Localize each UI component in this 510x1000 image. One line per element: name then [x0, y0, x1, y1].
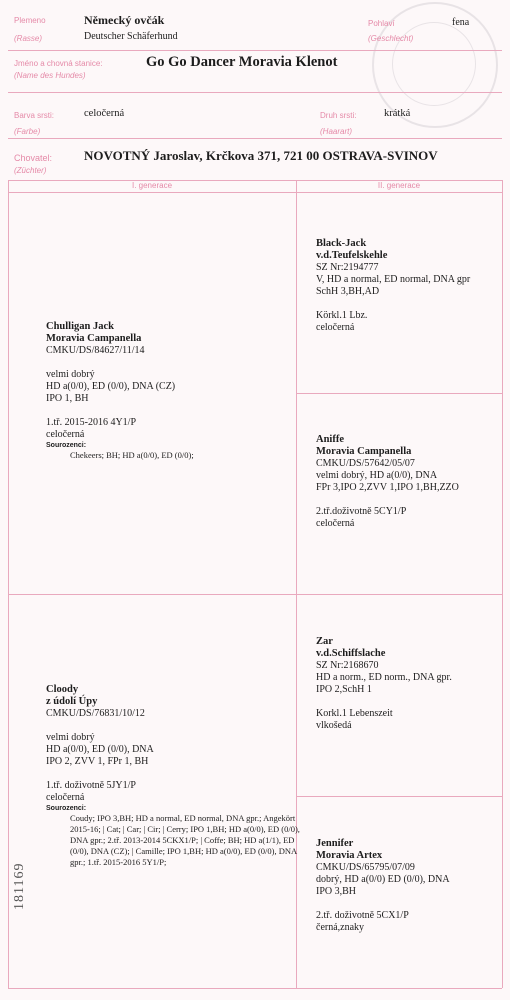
dam-name: Cloody [46, 684, 79, 695]
sire-sire-kennel: v.d.Teufelskehle [316, 250, 388, 261]
sire-sire-health: V, HD a normal, ED normal, DNA gpr [316, 274, 471, 285]
dam-sire-korung: Korkl.1 Lebenszeit [316, 708, 393, 719]
breed-value: Německý ovčák [84, 13, 165, 27]
divider [8, 50, 502, 51]
sire-health: HD a(0/0), ED (0/0), DNA (CZ) [46, 381, 176, 392]
gen2-header: II. generace [377, 181, 421, 190]
dam-color: celočerná [46, 792, 85, 803]
gen-header-bottom [8, 192, 502, 193]
coat-label [320, 111, 356, 137]
dam-sire-exams: IPO 2,SchH 1 [316, 684, 372, 695]
sire-dam-name: Aniffe [316, 434, 344, 445]
sire-siblings-label: Sourozenci: [46, 442, 87, 449]
sex-label-de: (Geschlecht) [368, 34, 414, 43]
sire-siblings: Chekeers; BH; HD a(0/0), ED (0/0); [70, 450, 194, 460]
name-label [14, 59, 103, 81]
breed-label-de: (Rasse) [14, 34, 43, 43]
coat-label-de: (Haarart) [320, 127, 353, 136]
name-label-cz: Jméno a chovná stanice: [14, 59, 103, 68]
dam-sire-registration: SZ Nr:2168670 [316, 660, 379, 671]
dam-sire-color: vlkošedá [316, 720, 352, 731]
sire-color: celočerná [46, 429, 85, 440]
sire-exams: IPO 1, BH [46, 393, 89, 404]
sex-value: fena [452, 17, 470, 28]
breed-label [14, 16, 46, 44]
sire-dam-divider [8, 594, 502, 595]
dam-exams: IPO 2, ZVV 1, FPr 1, BH [46, 756, 149, 767]
color-label [14, 111, 54, 137]
sire-sire-registration: SZ Nr:2194777 [316, 262, 379, 273]
dam-dam-color: černá,znaky [316, 922, 365, 933]
sire-entry [46, 321, 291, 461]
breeder-label-cz: Chovatel: [14, 153, 53, 163]
sire-dam-health: velmi dobrý, HD a(0/0), DNA [316, 470, 438, 481]
dam-sire-name: Zar [316, 636, 333, 647]
dam-dam-name: Jennifer [316, 838, 354, 849]
table-right-border [502, 180, 503, 988]
sex-label-cz: Pohlaví [368, 19, 395, 28]
dam-siblings: Coudy; IPO 3,BH; HD a normal, ED normal, DNA gpr.; Angekört 2015-16; | Cat; | Car; | Cir; | Cerry; IPO 1,BH; HD a(0/0), ED (0/0), DNA gpr.; 2.tř. 2013-2014 5CKX1/P; | Coffe; BH; HD a(1/1), ED (0/0), DNA (CZ); | Camille; IPO 1,BH; HD a(0/0), ED (0/0), DNA gpr.; 1.tř. 2015-2016 5Y1/P; [70, 813, 300, 867]
dam-dam-registration: CMKU/DS/65795/07/09 [316, 862, 415, 873]
divider [8, 92, 502, 93]
sire-name: Chulligan Jack [46, 321, 114, 332]
sex-label [368, 19, 413, 44]
sire-kennel: Moravia Campanella [46, 333, 142, 344]
sire-sire-entry [316, 238, 501, 334]
dam-sire-entry [316, 636, 501, 732]
coat-value: krátká [384, 108, 411, 119]
sire-dam-color: celočerná [316, 518, 355, 529]
sire-dam-class: 2.tř.doživotně 5CY1/P [316, 506, 407, 517]
breed-label-cz: Plemeno [14, 16, 46, 25]
dog-name: Go Go Dancer Moravia Klenot [146, 54, 338, 70]
table-bottom-border [8, 988, 502, 989]
sire-dam-registration: CMKU/DS/57642/05/07 [316, 458, 415, 469]
dam-dam-health: dobrý, HD a(0/0) ED (0/0), DNA [316, 874, 450, 885]
breeder-label-de: (Züchter) [14, 166, 47, 175]
serial-number: 181169 [12, 862, 27, 910]
sire-parents-divider [296, 393, 502, 394]
breed-value-de: Deutscher Schäferhund [84, 31, 178, 42]
dam-dam-exams: IPO 3,BH [316, 886, 357, 897]
sire-dam-exams: FPr 3,IPO 2,ZVV 1,IPO 1,BH,ZZO [316, 482, 459, 493]
coat-label-cz: Druh srsti: [320, 111, 357, 120]
sire-registration: CMKU/DS/84627/11/14 [46, 345, 145, 356]
color-label-de: (Farbe) [14, 127, 41, 136]
gen1-header: I. generace [131, 181, 173, 190]
divider [8, 138, 502, 139]
dam-dam-class: 2.tř. doživotně 5CX1/P [316, 910, 409, 921]
dam-kennel: z údolí Úpy [46, 696, 98, 707]
breeder-label [14, 153, 52, 176]
dam-health: HD a(0/0), ED (0/0), DNA [46, 744, 154, 755]
sire-dam-kennel: Moravia Campanella [316, 446, 412, 457]
sire-class: 1.tř. 2015-2016 4Y1/P [46, 417, 136, 428]
dam-sire-health: HD a norm., ED norm., DNA gpr. [316, 672, 452, 683]
sire-sire-exams: SchH 3,BH,AD [316, 286, 380, 297]
dam-siblings-label: Sourozenci: [46, 805, 87, 812]
dam-sire-kennel: v.d.Schiffslache [316, 648, 386, 659]
name-label-de: (Name des Hundes) [14, 71, 86, 80]
dam-registration: CMKU/DS/76831/10/12 [46, 708, 145, 719]
table-left-border [8, 180, 9, 988]
sire-sire-korung: Körkl.1 Lbz. [316, 310, 368, 321]
sire-sire-color: celočerná [316, 322, 355, 333]
dam-parents-divider [296, 796, 502, 797]
breeder-value: NOVOTNÝ Jaroslav, Krčkova 371, 721 00 OSTRAVA-SVINOV [84, 148, 438, 163]
sire-sire-name: Black-Jack [316, 238, 367, 249]
color-value: celočerná [84, 108, 125, 119]
sire-rating: velmi dobrý [46, 369, 95, 380]
dam-class: 1.tř. doživotně 5JY1/P [46, 780, 136, 791]
color-label-cz: Barva srsti: [14, 111, 55, 120]
dam-entry [46, 684, 300, 868]
dam-rating: velmi dobrý [46, 732, 95, 743]
dam-dam-kennel: Moravia Artex [316, 850, 383, 861]
sire-dam-entry [316, 434, 501, 530]
dam-dam-entry [316, 838, 501, 934]
